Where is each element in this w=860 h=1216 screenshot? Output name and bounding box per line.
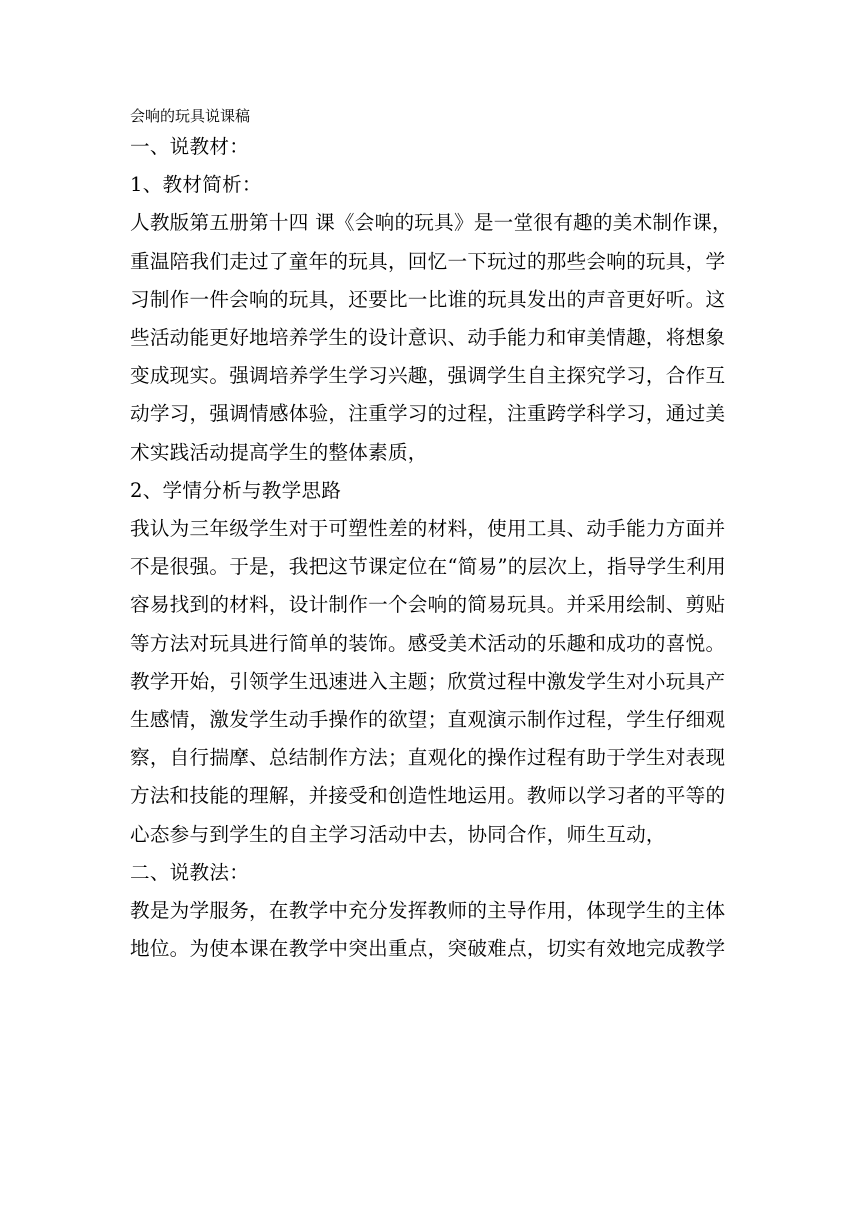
paragraph-line: 术实践活动提高学生的整体素质， bbox=[130, 440, 428, 464]
paragraph-line: 些活动能更好地培养学生的设计意识、动手能力和审美情趣，将想象 bbox=[130, 326, 726, 350]
paragraph-line: 重温陪我们走过了童年的玩具，回忆一下玩过的那些会响的玩具，学 bbox=[130, 249, 726, 273]
section-heading-textbook: 一、说教材： bbox=[130, 135, 250, 158]
paragraph-line: 人教版第五册第十四 课《会响的玩具》是一堂很有趣的美术制作课， bbox=[130, 211, 732, 235]
paragraph-line: 容易找到的材料，设计制作一个会响的简易玩具。并采用绘制、剪贴 bbox=[130, 593, 726, 617]
paragraph-line: 生感情，激发学生动手操作的欲望；直观演示制作过程，学生仔细观 bbox=[130, 708, 726, 732]
paragraph-learner-analysis bbox=[130, 510, 742, 854]
paragraph-textbook-analysis bbox=[130, 204, 742, 471]
paragraph-line: 心态参与到学生的自主学习活动中去，协同合作，师生互动， bbox=[130, 822, 666, 846]
paragraph-line: 教是为学服务，在教学中充分发挥教师的主导作用，体现学生的主体 bbox=[130, 899, 726, 923]
subsection-heading-learner-analysis: 2、学情分析与教学思路 bbox=[130, 478, 342, 502]
document-title: 会响的玩具说课稿 bbox=[130, 107, 251, 125]
paragraph-line: 察，自行揣摩、总结制作方法；直观化的操作过程有助于学生对表现 bbox=[130, 746, 726, 770]
paragraph-line: 教学开始，引领学生迅速进入主题；欣赏过程中激发学生对小玩具产 bbox=[130, 669, 726, 693]
paragraph-line: 方法和技能的理解，并接受和创造性地运用。教师以学习者的平等的 bbox=[130, 784, 726, 808]
paragraph-line: 动学习，强调情感体验，注重学习的过程，注重跨学科学习，通过美 bbox=[130, 402, 726, 426]
subsection-heading-analysis: 1、教材简析： bbox=[130, 173, 262, 197]
paragraph-line: 等方法对玩具进行简单的装饰。感受美术活动的乐趣和成功的喜悦。 bbox=[130, 631, 726, 655]
section-heading-teaching-method: 二、说教法： bbox=[130, 860, 250, 884]
paragraph-line: 我认为三年级学生对于可塑性差的材料，使用工具、动手能力方面并 bbox=[130, 517, 726, 541]
paragraph-line: 不是很强。于是，我把这节课定位在“简易”的层次上，指导学生利用 bbox=[130, 555, 727, 579]
paragraph-teaching-method bbox=[130, 892, 742, 968]
paragraph-line: 变成现实。强调培养学生学习兴趣，强调学生自主探究学习，合作互 bbox=[130, 364, 726, 388]
paragraph-line: 习制作一件会响的玩具，还要比一比谁的玩具发出的声音更好听。这 bbox=[130, 287, 726, 311]
document-body bbox=[130, 104, 742, 968]
paragraph-line: 地位。为使本课在教学中突出重点，突破难点，切实有效地完成教学 bbox=[130, 937, 726, 961]
